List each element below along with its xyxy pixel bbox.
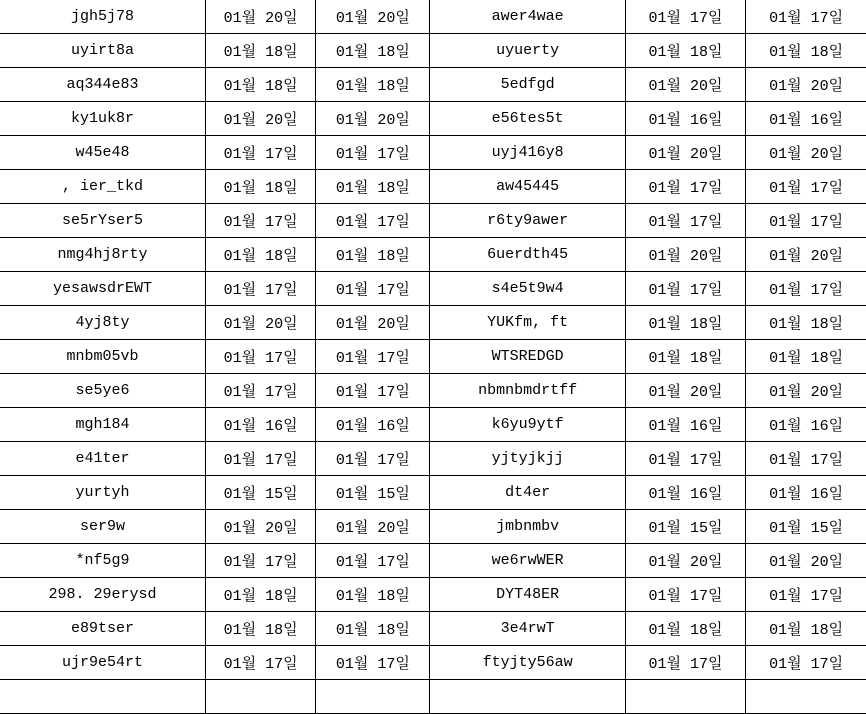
cell-name_a[interactable]: e41ter [0,442,205,476]
table-row[interactable] [0,238,866,272]
table-row[interactable] [0,544,866,578]
cell-date_a2[interactable]: 01월 18일 [316,238,430,272]
cell-date_b1[interactable]: 01월 20일 [625,238,745,272]
cell-date_a2[interactable]: 01월 17일 [316,374,430,408]
cell-date_b2[interactable]: 01월 15일 [746,510,866,544]
cell-name_b[interactable]: 5edfgd [430,68,625,102]
cell-date_b1[interactable]: 01월 17일 [625,170,745,204]
cell-date_b1[interactable]: 01월 18일 [625,612,745,646]
cell-name_a[interactable]: yurtyh [0,476,205,510]
cell-date_b2[interactable]: 01월 17일 [746,442,866,476]
table-row[interactable] [0,102,866,136]
cell-date_a2[interactable]: 01월 17일 [316,646,430,680]
cell-date_a2[interactable]: 01월 20일 [316,102,430,136]
table-row[interactable] [0,578,866,612]
cell-date_a2[interactable]: 01월 20일 [316,0,430,34]
cell-date_b2[interactable]: 01월 17일 [746,204,866,238]
cell-date_a1[interactable]: 01월 17일 [205,136,315,170]
cell-date_b1[interactable]: 01월 20일 [625,544,745,578]
cell-name_b[interactable]: ftyjty56aw [430,646,625,680]
cell-name_b[interactable]: s4e5t9w4 [430,272,625,306]
cell-name_b[interactable]: e56tes5t [430,102,625,136]
cell-name_a[interactable] [0,680,205,714]
cell-date_b2[interactable]: 01월 20일 [746,544,866,578]
table-row[interactable] [0,340,866,374]
cell-date_a1[interactable] [205,680,315,714]
cell-name_b[interactable]: aw45445 [430,170,625,204]
cell-name_a[interactable]: 298. 29erysd [0,578,205,612]
cell-date_a2[interactable]: 01월 18일 [316,578,430,612]
cell-date_a1[interactable]: 01월 18일 [205,68,315,102]
cell-date_a1[interactable]: 01월 17일 [205,442,315,476]
cell-date_a1[interactable]: 01월 18일 [205,238,315,272]
cell-date_b1[interactable]: 01월 17일 [625,578,745,612]
cell-date_a2[interactable]: 01월 17일 [316,544,430,578]
cell-date_a2[interactable]: 01월 17일 [316,272,430,306]
cell-date_b1[interactable]: 01월 17일 [625,646,745,680]
cell-date_a2[interactable]: 01월 18일 [316,612,430,646]
table-row[interactable] [0,374,866,408]
cell-name_a[interactable]: , ier_tkd [0,170,205,204]
table-row[interactable] [0,204,866,238]
cell-date_b2[interactable]: 01월 18일 [746,306,866,340]
cell-date_a2[interactable]: 01월 20일 [316,510,430,544]
table-row[interactable] [0,68,866,102]
cell-date_b2[interactable]: 01월 17일 [746,170,866,204]
cell-date_b2[interactable]: 01월 16일 [746,102,866,136]
table-row[interactable] [0,408,866,442]
cell-date_b2[interactable]: 01월 17일 [746,646,866,680]
cell-date_a1[interactable]: 01월 17일 [205,544,315,578]
cell-date_a2[interactable]: 01월 18일 [316,170,430,204]
cell-name_a[interactable]: mnbm05vb [0,340,205,374]
cell-name_b[interactable]: DYT48ER [430,578,625,612]
cell-date_b1[interactable]: 01월 17일 [625,442,745,476]
table-row[interactable] [0,272,866,306]
cell-name_a[interactable]: 4yj8ty [0,306,205,340]
table-row[interactable] [0,680,866,714]
cell-name_a[interactable]: e89tser [0,612,205,646]
cell-name_b[interactable]: k6yu9ytf [430,408,625,442]
cell-date_b2[interactable]: 01월 18일 [746,34,866,68]
table-row[interactable] [0,136,866,170]
cell-name_b[interactable]: uyj416y8 [430,136,625,170]
cell-date_b2[interactable]: 01월 16일 [746,476,866,510]
cell-date_a1[interactable]: 01월 16일 [205,408,315,442]
cell-name_b[interactable]: jmbnmbv [430,510,625,544]
table-row[interactable] [0,612,866,646]
cell-name_b[interactable]: uyuerty [430,34,625,68]
cell-date_b1[interactable]: 01월 20일 [625,136,745,170]
cell-name_a[interactable]: *nf5g9 [0,544,205,578]
cell-date_b1[interactable]: 01월 17일 [625,204,745,238]
cell-name_b[interactable]: YUKfm, ft [430,306,625,340]
table-row[interactable] [0,306,866,340]
cell-date_a2[interactable]: 01월 17일 [316,136,430,170]
cell-date_b2[interactable]: 01월 20일 [746,238,866,272]
table-row[interactable] [0,0,866,34]
cell-date_b1[interactable]: 01월 18일 [625,340,745,374]
cell-name_a[interactable]: uyirt8a [0,34,205,68]
table-row[interactable] [0,34,866,68]
cell-name_b[interactable]: yjtyjkjj [430,442,625,476]
cell-date_a2[interactable]: 01월 15일 [316,476,430,510]
cell-date_a1[interactable]: 01월 18일 [205,170,315,204]
cell-date_b1[interactable]: 01월 16일 [625,408,745,442]
cell-date_b1[interactable]: 01월 20일 [625,374,745,408]
cell-name_a[interactable]: w45e48 [0,136,205,170]
cell-date_a2[interactable]: 01월 16일 [316,408,430,442]
cell-name_a[interactable]: ujr9e54rt [0,646,205,680]
cell-name_b[interactable]: 3e4rwT [430,612,625,646]
table-row[interactable] [0,442,866,476]
cell-date_a1[interactable]: 01월 20일 [205,306,315,340]
table-row[interactable] [0,646,866,680]
cell-date_a2[interactable]: 01월 17일 [316,204,430,238]
cell-date_a2[interactable]: 01월 18일 [316,68,430,102]
cell-date_b2[interactable]: 01월 20일 [746,136,866,170]
cell-date_b1[interactable]: 01월 17일 [625,272,745,306]
cell-name_a[interactable]: ky1uk8r [0,102,205,136]
cell-date_b2[interactable]: 01월 20일 [746,68,866,102]
cell-date_a2[interactable]: 01월 20일 [316,306,430,340]
cell-date_b1[interactable]: 01월 18일 [625,306,745,340]
cell-name_b[interactable]: we6rwWER [430,544,625,578]
cell-name_b[interactable]: r6ty9awer [430,204,625,238]
cell-date_a1[interactable]: 01월 17일 [205,204,315,238]
cell-date_a2[interactable] [316,680,430,714]
cell-date_a1[interactable]: 01월 20일 [205,102,315,136]
cell-date_a2[interactable]: 01월 18일 [316,34,430,68]
cell-date_a1[interactable]: 01월 17일 [205,374,315,408]
cell-date_a1[interactable]: 01월 18일 [205,612,315,646]
table-row[interactable] [0,510,866,544]
cell-date_b1[interactable]: 01월 16일 [625,476,745,510]
table-row[interactable] [0,476,866,510]
table-row[interactable] [0,170,866,204]
cell-date_a2[interactable]: 01월 17일 [316,442,430,476]
cell-name_b[interactable]: WTSREDGD [430,340,625,374]
cell-date_a1[interactable]: 01월 20일 [205,0,315,34]
cell-name_b[interactable]: awer4wae [430,0,625,34]
cell-name_a[interactable]: se5rYser5 [0,204,205,238]
cell-date_b2[interactable]: 01월 20일 [746,374,866,408]
cell-name_a[interactable]: aq344e83 [0,68,205,102]
cell-name_a[interactable]: jgh5j78 [0,0,205,34]
cell-name_a[interactable]: ser9w [0,510,205,544]
cell-date_b1[interactable]: 01월 17일 [625,0,745,34]
cell-date_b2[interactable]: 01월 18일 [746,340,866,374]
cell-name_b[interactable] [430,680,625,714]
cell-date_a1[interactable]: 01월 15일 [205,476,315,510]
cell-date_b2[interactable]: 01월 17일 [746,0,866,34]
cell-date_b2[interactable]: 01월 17일 [746,272,866,306]
cell-date_a2[interactable]: 01월 17일 [316,340,430,374]
cell-date_a1[interactable]: 01월 17일 [205,646,315,680]
cell-date_b1[interactable]: 01월 15일 [625,510,745,544]
cell-date_a1[interactable]: 01월 18일 [205,34,315,68]
cell-date_b2[interactable]: 01월 18일 [746,612,866,646]
cell-date_b1[interactable]: 01월 18일 [625,34,745,68]
cell-date_b2[interactable]: 01월 17일 [746,578,866,612]
cell-date_b1[interactable] [625,680,745,714]
cell-date_a1[interactable]: 01월 18일 [205,578,315,612]
cell-date_b1[interactable]: 01월 16일 [625,102,745,136]
cell-date_a1[interactable]: 01월 20일 [205,510,315,544]
cell-name_a[interactable]: yesawsdrEWT [0,272,205,306]
cell-date_a1[interactable]: 01월 17일 [205,340,315,374]
cell-date_b2[interactable]: 01월 16일 [746,408,866,442]
cell-name_b[interactable]: nbmnbmdrtff [430,374,625,408]
cell-name_a[interactable]: mgh184 [0,408,205,442]
cell-name_a[interactable]: se5ye6 [0,374,205,408]
cell-date_b2[interactable] [746,680,866,714]
cell-name_b[interactable]: dt4er [430,476,625,510]
cell-date_b1[interactable]: 01월 20일 [625,68,745,102]
cell-name_a[interactable]: nmg4hj8rty [0,238,205,272]
cell-name_b[interactable]: 6uerdth45 [430,238,625,272]
cell-date_a1[interactable]: 01월 17일 [205,272,315,306]
